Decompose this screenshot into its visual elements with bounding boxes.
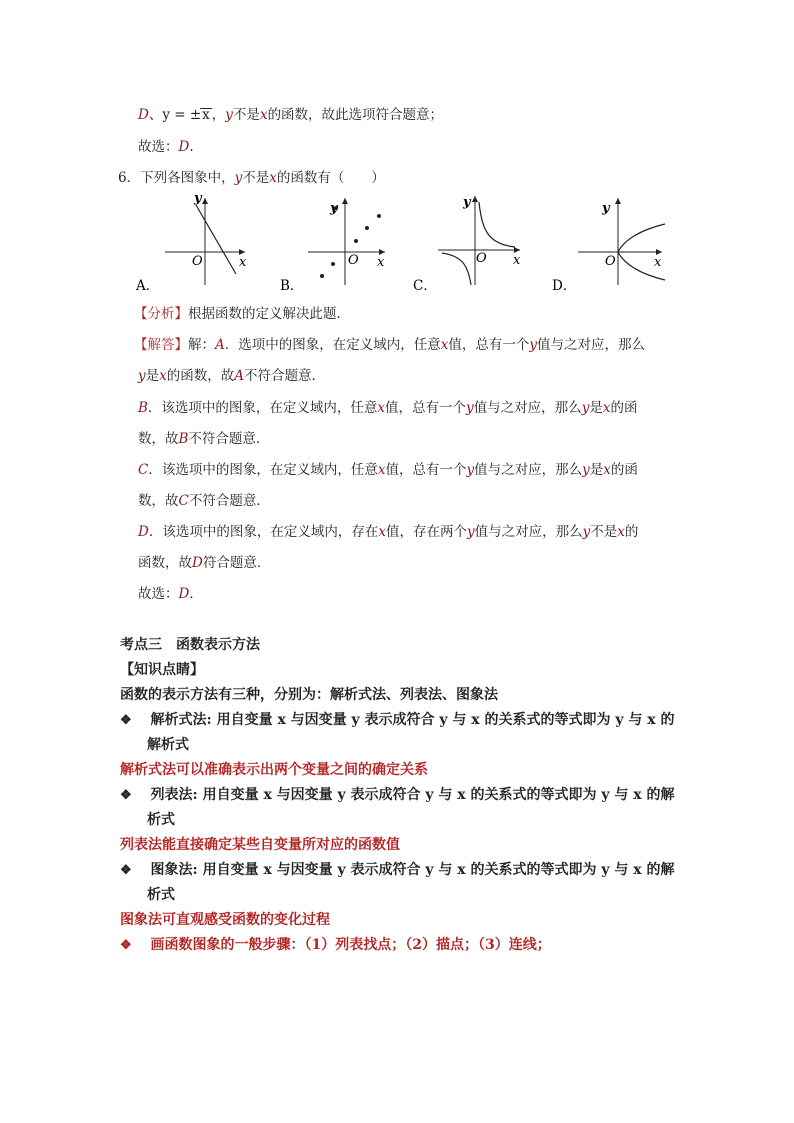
origin-label: O: [605, 254, 616, 269]
bullet-item-3-cont: 析式: [147, 887, 175, 903]
var-y: y: [138, 368, 146, 384]
solution-line-a2: [138, 364, 325, 384]
solution-answer: [138, 582, 203, 602]
option-letter: B: [178, 431, 189, 447]
text: 的函数，故: [166, 368, 235, 384]
comma: ，: [211, 107, 226, 123]
text: 不是: [590, 524, 618, 540]
text: 不符合题意．: [244, 368, 326, 384]
y-axis-label: y: [194, 191, 202, 206]
text: 不符合题意．: [188, 431, 270, 447]
option-label-b: B．: [280, 278, 304, 294]
y-axis-label: y: [602, 201, 610, 216]
text: 值，总有一个: [448, 337, 530, 353]
var-x: x: [159, 368, 167, 384]
text: ．该选项中的图象，在定义域内，任意: [147, 400, 378, 416]
text: 值与之对应，那么: [473, 400, 582, 416]
option-label-d: D．: [552, 278, 577, 294]
var-x: x: [617, 524, 625, 540]
var-x: x: [603, 462, 611, 478]
text: ．该选项中的图象，在定义域内，任意: [148, 462, 378, 478]
option-label-c: C．: [413, 278, 437, 294]
bullet-item-2-cont: 析式: [147, 812, 175, 828]
answer-value: D: [178, 586, 190, 602]
text: 解：: [188, 337, 215, 353]
answer-label: 故选：: [138, 139, 179, 155]
origin-label: O: [192, 254, 203, 269]
var-x: x: [602, 400, 611, 416]
option-letter: D: [192, 555, 203, 571]
diamond-bullet-icon: ❖: [120, 938, 132, 953]
x-axis-label: x: [513, 253, 521, 268]
item-text: 列表法: 用自变量 x 与因变量 y 表示成符合 y 与 x 的关系式的等式即为 y 与 x 的解: [150, 787, 675, 803]
text: ．选项中的图象，在定义域内，任意: [224, 337, 441, 353]
text: 数，故: [138, 493, 179, 509]
question-text: 下列各图象中，: [140, 170, 235, 186]
option-letter: A: [215, 337, 225, 353]
solution-line-d2: [138, 551, 270, 571]
text: 函数，故: [138, 555, 192, 571]
var-x: x: [378, 524, 386, 540]
text: 是: [589, 400, 603, 416]
option-letter: C: [138, 462, 149, 478]
graph-a: [135, 191, 247, 294]
text: 的函: [610, 400, 638, 416]
graph-options: [130, 190, 690, 300]
knowledge-tag: 【知识点睛】: [120, 662, 204, 678]
sqrt-radicand: x: [202, 107, 210, 123]
text: 值，存在两个: [385, 524, 467, 540]
solution-line-b1: [138, 396, 637, 416]
option-letter: A: [234, 368, 245, 384]
option-letter: B: [138, 400, 148, 416]
text: 值与之对应，那么: [474, 462, 583, 478]
origin-label: O: [476, 251, 487, 266]
var-x: x: [377, 462, 386, 478]
text: 值与之对应，那么: [537, 337, 646, 353]
solution-line-c2: [138, 489, 270, 509]
text: 的函数，故此选项符合题意；: [267, 107, 444, 123]
text: 是: [589, 462, 604, 478]
bullet-item-2: [120, 784, 675, 804]
x-axis-label: x: [377, 255, 385, 270]
item-text: 画函数图象的一般步骤：（1）列表找点；（2）描点；（3）连线；: [150, 937, 551, 953]
text: 值与之对应，那么: [474, 524, 583, 540]
equation-text: 、y = ±: [148, 107, 202, 123]
text: ．该选项中的图象，在定义域内，存在: [148, 524, 379, 540]
analysis-text: 根据函数的定义解决此题．: [188, 306, 350, 322]
solution-line-b2: [138, 427, 269, 447]
note-2: 列表法能直接确定某些自变量所对应的函数值: [120, 837, 400, 853]
option-letter: D: [138, 524, 149, 540]
x-axis-label: x: [239, 255, 247, 270]
text: 不是: [232, 107, 260, 123]
question-text: 的函数有（ ）: [276, 170, 385, 186]
question-text: 不是: [242, 170, 270, 186]
analysis-line: [134, 302, 350, 322]
var-y: y: [466, 400, 474, 416]
diamond-bullet-icon: ❖: [120, 863, 132, 878]
question-number: 6．: [118, 170, 141, 186]
bullet-item-3: [120, 859, 675, 879]
text: 符合题意．: [202, 555, 271, 571]
solution-line-d1: [138, 520, 638, 540]
graph-c: [413, 195, 521, 294]
graph-b: [280, 198, 385, 294]
var-x: x: [377, 400, 386, 416]
y-axis-label: y: [463, 195, 471, 210]
origin-label: O: [348, 253, 359, 268]
question-6: [118, 166, 385, 186]
text: 的: [624, 524, 639, 540]
note-1: 解析式法可以准确表示出两个变量之间的确定关系: [120, 762, 428, 778]
var-y: y: [466, 524, 475, 540]
text: 数，故: [138, 431, 179, 447]
option-letter: C: [178, 493, 189, 509]
solution-line-a1: [134, 333, 645, 353]
option-letter: D: [138, 107, 149, 123]
item-text: 图象法: 用自变量 x 与因变量 y 表示成符合 y 与 x 的关系式的等式即为 y 与 x 的解: [150, 862, 675, 878]
answer-line-top: [138, 135, 194, 155]
var-y: y: [582, 462, 590, 478]
bullet-item-1-cont: 解析式: [147, 737, 189, 753]
graph-d: [552, 198, 665, 294]
var-x: x: [440, 337, 449, 353]
x-axis-label: x: [654, 255, 662, 270]
text: 不符合题意．: [188, 493, 270, 509]
var-y: y: [582, 524, 591, 540]
var-y: y: [234, 170, 243, 186]
text: 是: [145, 368, 160, 384]
section-intro: 函数的表示方法有三种，分别为：解析式法、列表法、图象法: [120, 687, 498, 703]
var-y: y: [225, 107, 233, 123]
solution-line-c1: [138, 458, 638, 478]
analysis-tag: 【分析】: [134, 306, 188, 322]
solution-tag: 【解答】: [134, 337, 188, 353]
diamond-bullet-icon: ❖: [120, 713, 132, 728]
period: .: [189, 139, 194, 155]
y-axis-label: y: [330, 201, 338, 216]
var-y: y: [529, 337, 538, 353]
period: ．: [189, 586, 203, 602]
var-y: y: [581, 400, 590, 416]
hyperbola-right: [479, 202, 515, 247]
answer-label: 故选：: [138, 586, 179, 602]
diamond-bullet-icon: ❖: [120, 788, 132, 803]
note-3: 图象法可直观感受函数的变化过程: [120, 912, 330, 928]
section-title: 考点三 函数表示方法: [120, 637, 260, 653]
answer-value: D: [178, 139, 190, 155]
item-text: 解析式法: 用自变量 x 与因变量 y 表示成符合 y 与 x 的关系式的等式即为 y 与 x 的: [150, 712, 675, 728]
option-d-line: [138, 103, 443, 123]
text: 值，总有一个: [385, 400, 467, 416]
var-y: y: [466, 462, 475, 478]
bullet-item-1: [120, 709, 675, 729]
var-x: x: [259, 107, 268, 123]
option-label-a: A．: [136, 278, 160, 294]
hyperbola-left: [442, 253, 471, 285]
var-x: x: [269, 170, 277, 186]
text: 的函: [610, 462, 638, 478]
bullet-item-4: [120, 934, 551, 954]
text: 值，总有一个: [385, 462, 467, 478]
